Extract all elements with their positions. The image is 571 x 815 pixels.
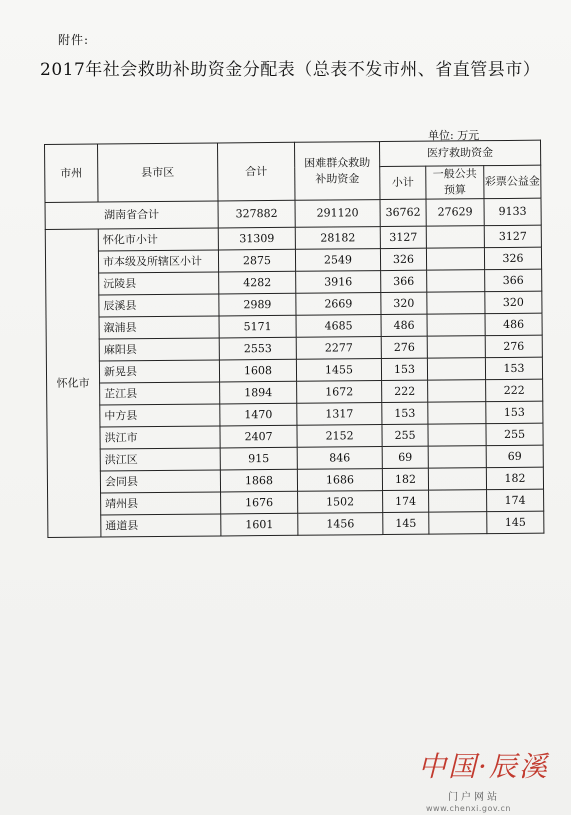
header-medical: 医疗救助资金 bbox=[379, 140, 540, 166]
hardship-cell: 1317 bbox=[297, 403, 382, 426]
medical-subtotal-cell: 145 bbox=[383, 512, 429, 534]
table-row bbox=[48, 511, 544, 537]
general-budget-cell bbox=[428, 446, 486, 469]
province-total: 327882 bbox=[218, 200, 295, 228]
medical-subtotal-cell: 320 bbox=[381, 292, 427, 314]
header-city: 市州 bbox=[45, 144, 99, 202]
medical-subtotal-cell: 153 bbox=[382, 402, 428, 424]
hardship-cell: 2152 bbox=[297, 425, 382, 448]
general-budget-cell bbox=[426, 248, 484, 271]
hardship-cell: 1686 bbox=[297, 469, 382, 492]
general-budget-cell bbox=[426, 226, 484, 249]
medical-subtotal-cell: 222 bbox=[382, 380, 428, 402]
lottery-cell: 320 bbox=[485, 291, 542, 313]
total-cell: 5171 bbox=[219, 315, 296, 338]
total-cell: 1608 bbox=[219, 359, 296, 382]
county-name-cell: 芷江县 bbox=[100, 382, 220, 405]
general-budget-cell bbox=[427, 314, 485, 337]
header-hardship: 困难群众救助补助资金 bbox=[294, 142, 380, 201]
header-lottery: 彩票公益金 bbox=[484, 165, 541, 198]
county-name-cell: 新晃县 bbox=[99, 360, 219, 383]
unit-label: 单位: 万元 bbox=[428, 129, 480, 142]
county-name-cell: 怀化市小计 bbox=[98, 228, 218, 251]
county-name-cell: 会同县 bbox=[100, 470, 220, 493]
medical-subtotal-cell: 174 bbox=[383, 490, 429, 512]
general-budget-cell bbox=[428, 380, 486, 403]
province-label: 湖南省合计 bbox=[45, 201, 218, 230]
lottery-cell: 255 bbox=[486, 423, 543, 445]
county-name-cell: 沅陵县 bbox=[99, 272, 219, 295]
allocation-table bbox=[44, 140, 544, 538]
watermark-sub: 门户网站 bbox=[448, 792, 500, 803]
lottery-cell: 182 bbox=[486, 467, 543, 489]
medical-subtotal-cell: 276 bbox=[381, 336, 427, 358]
watermark-main: 中国·辰溪 bbox=[418, 750, 549, 783]
site-watermark bbox=[418, 745, 549, 813]
general-budget-cell bbox=[429, 490, 487, 513]
hardship-cell: 846 bbox=[297, 447, 382, 470]
medical-subtotal-cell: 326 bbox=[380, 248, 426, 270]
header-subtotal: 小计 bbox=[380, 166, 426, 199]
county-name-cell: 市本级及所辖区小计 bbox=[98, 250, 218, 273]
total-cell: 2407 bbox=[220, 425, 297, 448]
total-cell: 1868 bbox=[220, 469, 297, 492]
lottery-cell: 486 bbox=[485, 313, 542, 335]
total-cell: 915 bbox=[220, 447, 297, 470]
total-cell: 1894 bbox=[220, 381, 297, 404]
medical-subtotal-cell: 182 bbox=[382, 468, 428, 490]
page-title: 2017年社会救助补助资金分配表（总表不发市州、省直管县市） bbox=[40, 60, 541, 80]
general-budget-cell bbox=[427, 336, 485, 359]
hardship-cell: 1455 bbox=[296, 359, 381, 382]
county-name-cell: 洪江区 bbox=[100, 448, 220, 471]
total-cell: 31309 bbox=[218, 227, 295, 250]
county-name-cell: 麻阳县 bbox=[99, 338, 219, 361]
medical-subtotal-cell: 153 bbox=[381, 358, 427, 380]
total-cell: 4282 bbox=[219, 271, 296, 294]
header-general-budget: 一般公共预算 bbox=[426, 166, 484, 200]
hardship-cell: 28182 bbox=[295, 227, 380, 250]
province-subtotal: 36762 bbox=[380, 199, 426, 226]
general-budget-cell bbox=[429, 512, 487, 535]
hardship-cell: 2669 bbox=[296, 293, 381, 316]
general-budget-cell bbox=[427, 358, 485, 381]
medical-subtotal-cell: 486 bbox=[381, 314, 427, 336]
lottery-cell: 326 bbox=[484, 247, 541, 269]
total-cell: 1676 bbox=[221, 491, 298, 514]
general-budget-cell bbox=[428, 402, 486, 425]
hardship-cell: 1672 bbox=[297, 381, 382, 404]
hardship-cell: 2277 bbox=[296, 337, 381, 360]
county-name-cell: 溆浦县 bbox=[99, 316, 219, 339]
county-name-cell: 洪江市 bbox=[100, 426, 220, 449]
header-county: 县市区 bbox=[98, 143, 219, 202]
county-name-cell: 靖州县 bbox=[101, 492, 221, 515]
lottery-cell: 145 bbox=[487, 511, 544, 533]
province-hardship: 291120 bbox=[295, 200, 380, 228]
province-general-budget: 27629 bbox=[426, 199, 484, 227]
general-budget-cell bbox=[427, 292, 485, 315]
general-budget-cell bbox=[427, 270, 485, 293]
total-cell: 2875 bbox=[218, 249, 295, 272]
lottery-cell: 3127 bbox=[484, 225, 541, 247]
county-name-cell: 辰溪县 bbox=[99, 294, 219, 317]
general-budget-cell bbox=[428, 424, 486, 447]
province-total-row bbox=[45, 198, 541, 229]
medical-subtotal-cell: 255 bbox=[382, 424, 428, 446]
total-cell: 1470 bbox=[220, 403, 297, 426]
lottery-cell: 69 bbox=[486, 445, 543, 467]
county-name-cell: 通道县 bbox=[101, 514, 221, 537]
hardship-cell: 1456 bbox=[298, 513, 383, 536]
general-budget-cell bbox=[428, 468, 486, 491]
lottery-cell: 366 bbox=[485, 269, 542, 291]
lottery-cell: 153 bbox=[486, 401, 543, 423]
watermark-url: www.chenxi.gov.cn bbox=[426, 804, 511, 813]
medical-subtotal-cell: 366 bbox=[381, 270, 427, 292]
lottery-cell: 174 bbox=[487, 489, 544, 511]
hardship-cell: 2549 bbox=[295, 249, 380, 272]
total-cell: 2553 bbox=[219, 337, 296, 360]
province-lottery: 9133 bbox=[484, 198, 541, 225]
header-total: 合计 bbox=[217, 142, 295, 201]
total-cell: 1601 bbox=[221, 513, 298, 536]
attachment-label: 附件: bbox=[58, 33, 90, 47]
hardship-cell: 3916 bbox=[296, 271, 381, 294]
hardship-cell: 4685 bbox=[296, 315, 381, 338]
medical-subtotal-cell: 69 bbox=[382, 446, 428, 468]
county-name-cell: 中方县 bbox=[100, 404, 220, 427]
lottery-cell: 153 bbox=[485, 357, 542, 379]
lottery-cell: 222 bbox=[486, 379, 543, 401]
medical-subtotal-cell: 3127 bbox=[380, 226, 426, 248]
lottery-cell: 276 bbox=[485, 335, 542, 357]
total-cell: 2989 bbox=[219, 293, 296, 316]
hardship-cell: 1502 bbox=[298, 491, 383, 514]
city-cell: 怀化市 bbox=[45, 229, 101, 537]
